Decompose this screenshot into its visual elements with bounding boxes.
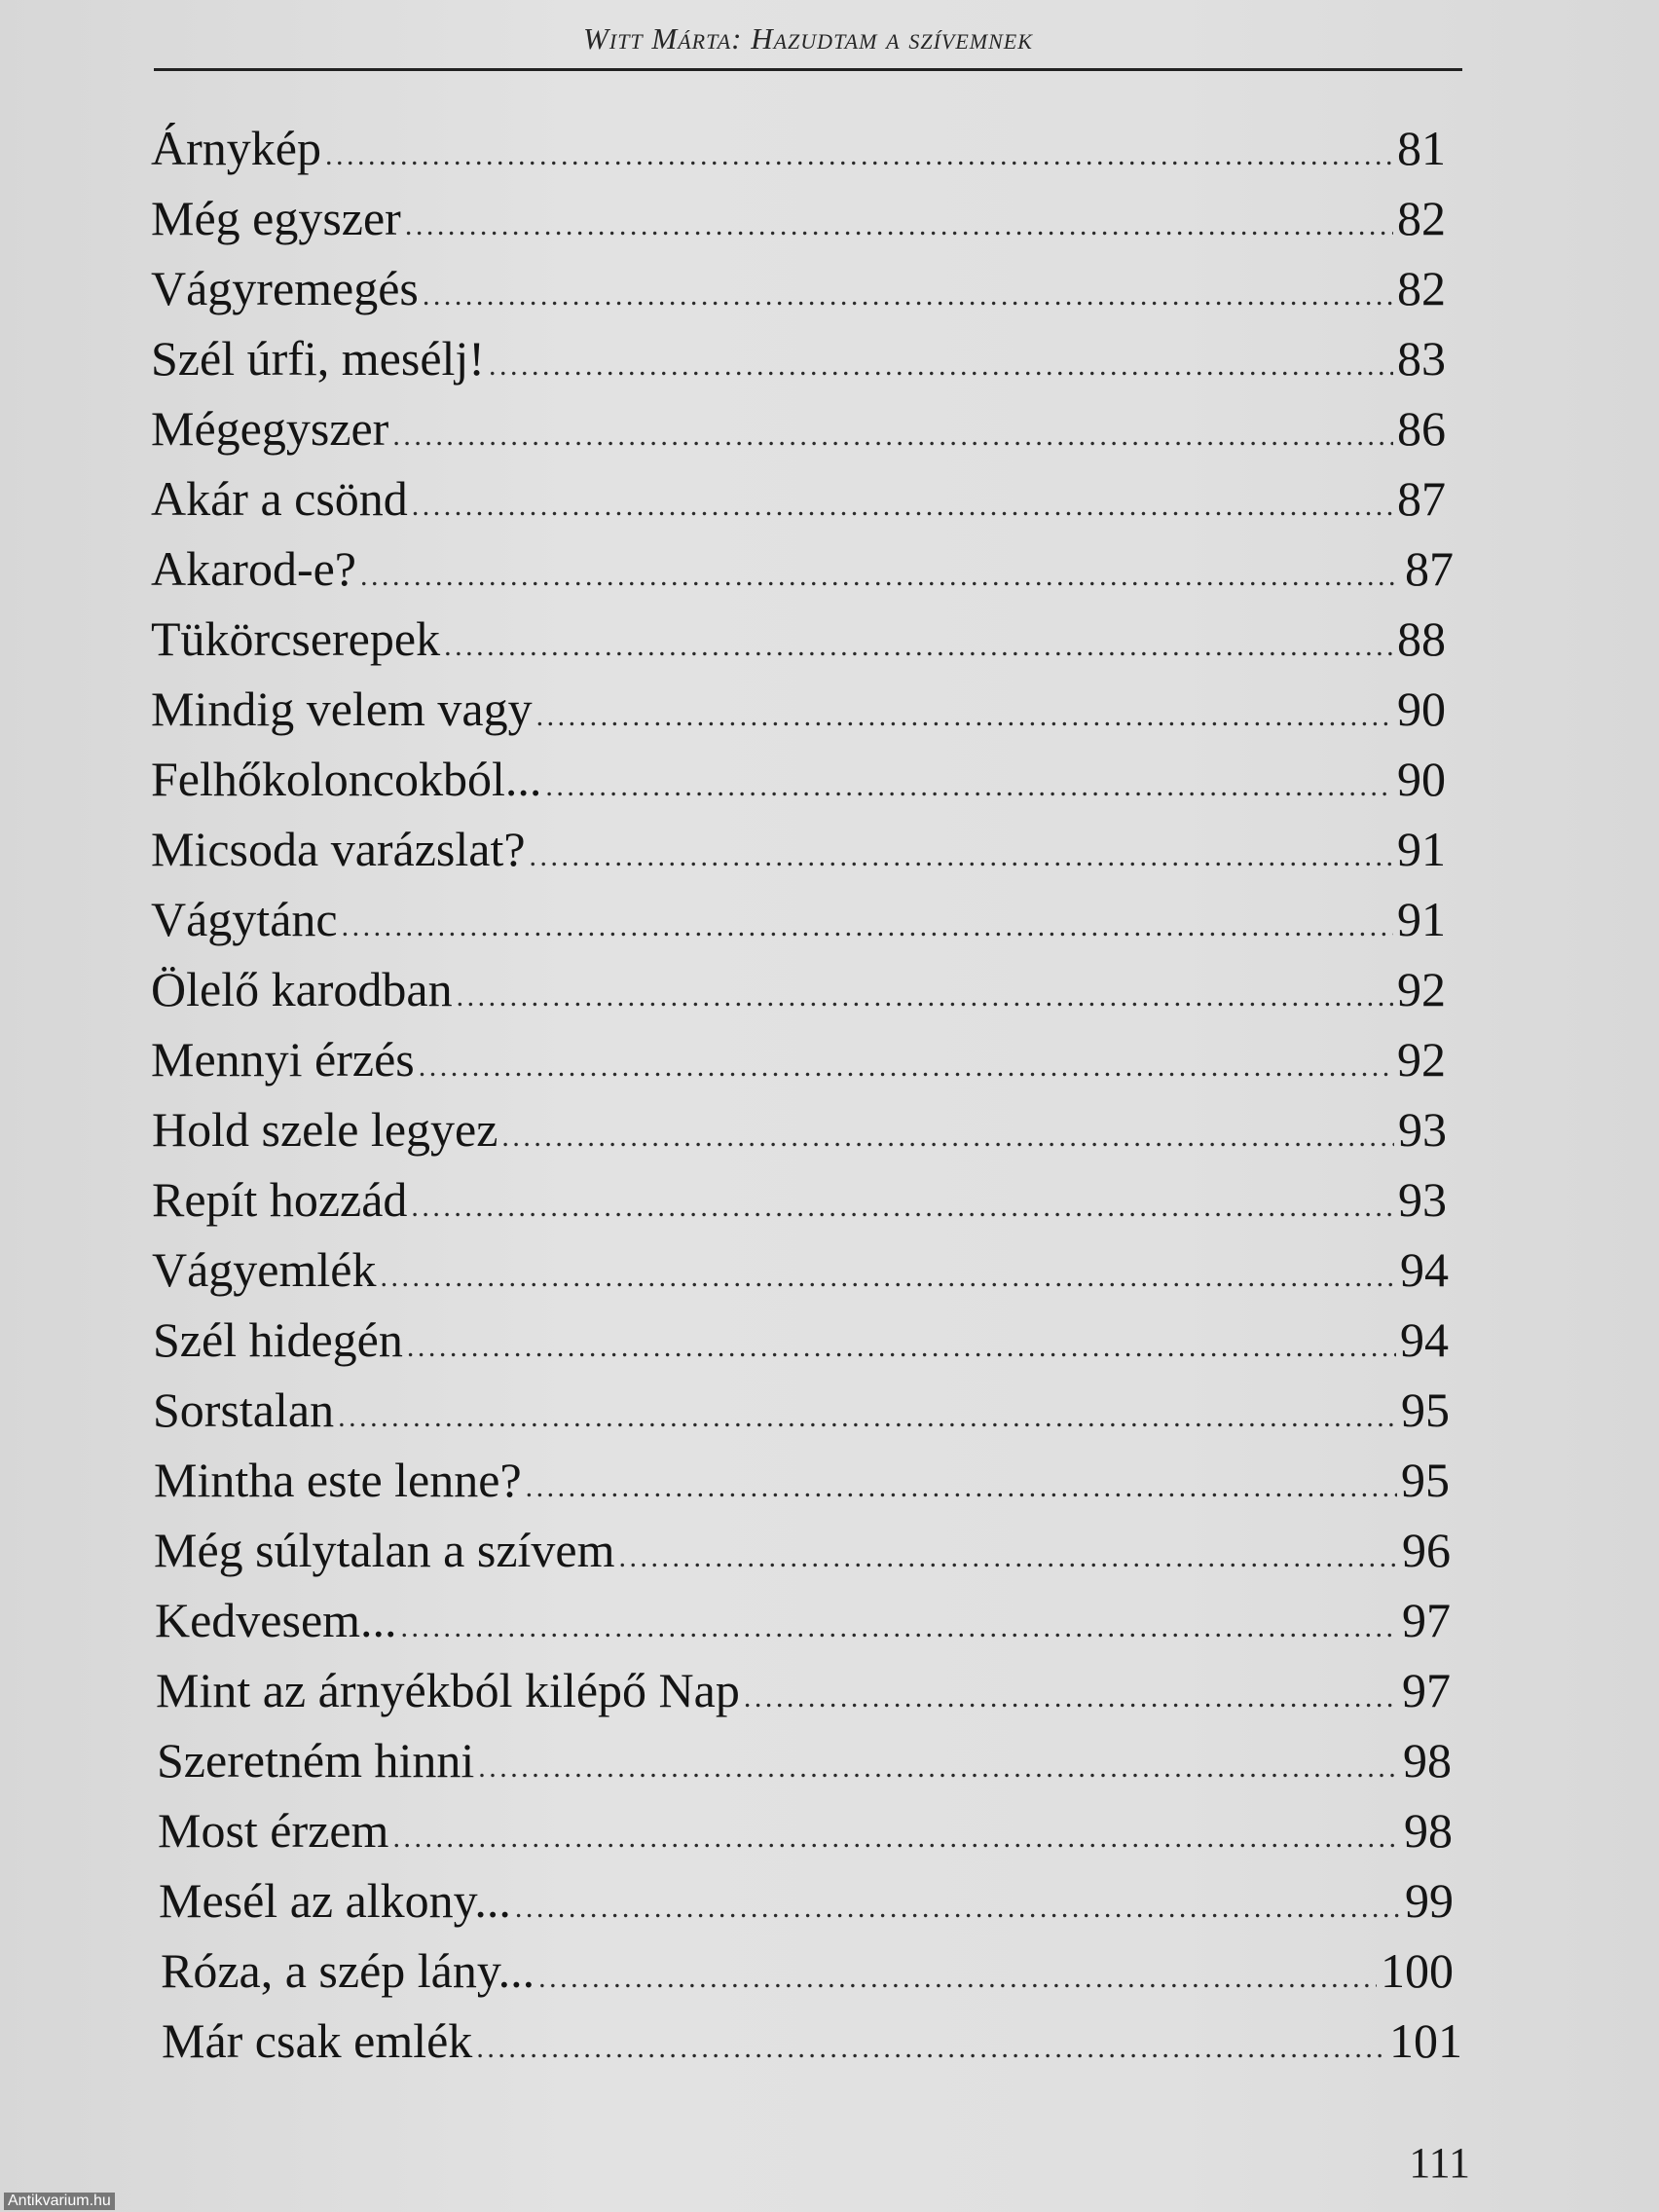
toc-entry-page: 96 <box>1402 1523 1451 1577</box>
toc-entry-title: Repít hozzád <box>152 1172 408 1227</box>
toc-entry-title: Róza, a szép lány... <box>161 1943 535 1998</box>
toc-entry-title: Vágyremegés <box>151 261 419 315</box>
dot-leader <box>380 1246 1396 1309</box>
toc-entry-title: Még egyszer <box>151 191 401 245</box>
toc-entry <box>151 187 1446 249</box>
dot-leader <box>538 1947 1377 2009</box>
toc-entry-page: 101 <box>1389 2013 1462 2068</box>
dot-leader <box>325 125 1393 187</box>
toc-entry-page: 97 <box>1402 1663 1451 1717</box>
dot-leader <box>619 1527 1399 1589</box>
toc-entry-title: Mégegyszer <box>151 401 389 456</box>
toc-entry <box>151 117 1446 179</box>
toc-entry <box>156 1659 1451 1721</box>
toc-entry-title: Hold szele legyez <box>152 1102 498 1157</box>
dot-leader <box>401 1597 1398 1659</box>
toc-entry-page: 90 <box>1397 752 1446 806</box>
toc-entry-title: Micsoda varázslat? <box>151 822 526 876</box>
dot-leader <box>501 1106 1394 1168</box>
toc-entry-title: Mint az árnyékból kilépő Nap <box>156 1663 740 1717</box>
toc-entry-page: 86 <box>1397 401 1446 456</box>
toc-entry <box>151 958 1446 1020</box>
toc-entry-page: 82 <box>1397 261 1446 315</box>
dot-leader <box>489 335 1393 397</box>
toc-entry-title: Akarod-e? <box>151 541 356 596</box>
toc-entry-page: 94 <box>1400 1312 1449 1367</box>
toc-entry-page: 98 <box>1403 1733 1452 1788</box>
toc-entry <box>154 1449 1450 1511</box>
dot-leader <box>515 1877 1401 1939</box>
toc-entry <box>152 1168 1447 1231</box>
header-rule <box>154 68 1462 71</box>
watermark: Antikvarium.hu <box>4 2193 115 2210</box>
toc-entry <box>151 467 1446 530</box>
toc-entry-title: Vágytánc <box>151 892 338 946</box>
toc-entry <box>153 1309 1449 1371</box>
toc-entry-title: Árnykép <box>151 121 321 175</box>
dot-leader <box>423 265 1393 327</box>
toc-entry <box>151 257 1446 319</box>
toc-entry-page: 94 <box>1400 1242 1449 1297</box>
toc-entry-page: 95 <box>1401 1453 1450 1507</box>
toc-entry-page: 92 <box>1397 1032 1446 1087</box>
dot-leader <box>412 475 1393 537</box>
toc-entry-title: Szél úrfi, mesélj! <box>151 331 485 386</box>
toc-entry-title: Már csak emlék <box>162 2013 473 2068</box>
toc-entry-title: Mesél az alkony... <box>159 1873 511 1928</box>
toc-entry <box>151 327 1446 389</box>
dot-leader <box>545 756 1393 818</box>
toc-entry-page: 87 <box>1405 541 1454 596</box>
toc-entry <box>161 1939 1454 2002</box>
dot-leader <box>478 1737 1399 1799</box>
dot-leader <box>392 405 1393 467</box>
dot-leader <box>338 1386 1397 1449</box>
toc-entry-page: 88 <box>1397 611 1446 666</box>
toc-entry-title: Mindig velem vagy <box>151 682 533 736</box>
dot-leader <box>476 2017 1385 2080</box>
dot-leader <box>419 1036 1393 1098</box>
toc-entry-page: 92 <box>1397 962 1446 1016</box>
toc-entry-page: 83 <box>1397 331 1446 386</box>
page-number: 111 <box>1409 2139 1470 2187</box>
running-header: Witt Márta: Hazudtam a szívemnek <box>583 21 1033 55</box>
dot-leader <box>457 966 1393 1028</box>
dot-leader <box>342 896 1393 958</box>
toc-entry-page: 82 <box>1397 191 1446 245</box>
toc-entry <box>159 1869 1454 1932</box>
toc-entry-page: 81 <box>1397 121 1446 175</box>
dot-leader <box>744 1667 1398 1729</box>
toc-entry <box>151 748 1446 810</box>
toc-entry-page: 93 <box>1398 1172 1447 1227</box>
dot-leader <box>526 1456 1397 1519</box>
toc-entry <box>151 818 1446 880</box>
toc-entry-title: Akár a csönd <box>151 471 408 526</box>
toc-entry-title: Sorstalan <box>153 1382 335 1437</box>
toc-entry <box>152 1098 1447 1161</box>
dot-leader <box>444 615 1393 678</box>
toc-entry-page: 99 <box>1405 1873 1454 1928</box>
toc-entry <box>151 608 1446 670</box>
dot-leader <box>360 545 1401 608</box>
toc-entry-title: Tükörcserepek <box>151 611 441 666</box>
toc-entry-page: 93 <box>1398 1102 1447 1157</box>
toc-entry-title: Szeretném hinni <box>157 1733 475 1788</box>
dot-leader <box>530 826 1393 888</box>
toc-entry-title: Kedvesem... <box>155 1593 397 1647</box>
toc-entry <box>153 1379 1450 1441</box>
toc-entry-page: 91 <box>1397 822 1446 876</box>
toc-entry <box>151 678 1446 740</box>
toc-entry-page: 100 <box>1381 1943 1454 1998</box>
toc-entry <box>157 1729 1452 1791</box>
toc-entry <box>151 1028 1446 1090</box>
toc-entry <box>158 1799 1453 1862</box>
dot-leader <box>536 685 1393 748</box>
dot-leader <box>407 1316 1396 1379</box>
toc-entry-page: 95 <box>1401 1382 1450 1437</box>
toc-entry-title: Felhőkoloncokból... <box>151 752 542 806</box>
toc-entry <box>151 537 1454 600</box>
toc-entry-title: Még súlytalan a szívem <box>154 1523 615 1577</box>
dot-leader <box>411 1176 1394 1238</box>
toc-entry-page: 87 <box>1397 471 1446 526</box>
toc-entry-page: 98 <box>1404 1803 1453 1858</box>
toc-entry-page: 90 <box>1397 682 1446 736</box>
toc-entry <box>155 1589 1451 1651</box>
toc-entry-page: 91 <box>1397 892 1446 946</box>
toc-entry <box>151 888 1446 950</box>
toc-entry <box>152 1238 1449 1301</box>
toc-entry-title: Most érzem <box>158 1803 389 1858</box>
toc-entry <box>151 397 1446 460</box>
dot-leader <box>405 195 1393 257</box>
toc-entry-title: Szél hidegén <box>153 1312 403 1367</box>
toc-entry <box>154 1519 1451 1581</box>
toc-entry-title: Vágyemlék <box>152 1242 377 1297</box>
dot-leader <box>392 1807 1400 1869</box>
toc-entry-title: Ölelő karodban <box>151 962 453 1016</box>
toc-entry-title: Mennyi érzés <box>151 1032 415 1087</box>
toc-entry-page: 97 <box>1402 1593 1451 1647</box>
toc-entry-title: Mintha este lenne? <box>154 1453 522 1507</box>
toc-entry <box>162 2009 1462 2072</box>
